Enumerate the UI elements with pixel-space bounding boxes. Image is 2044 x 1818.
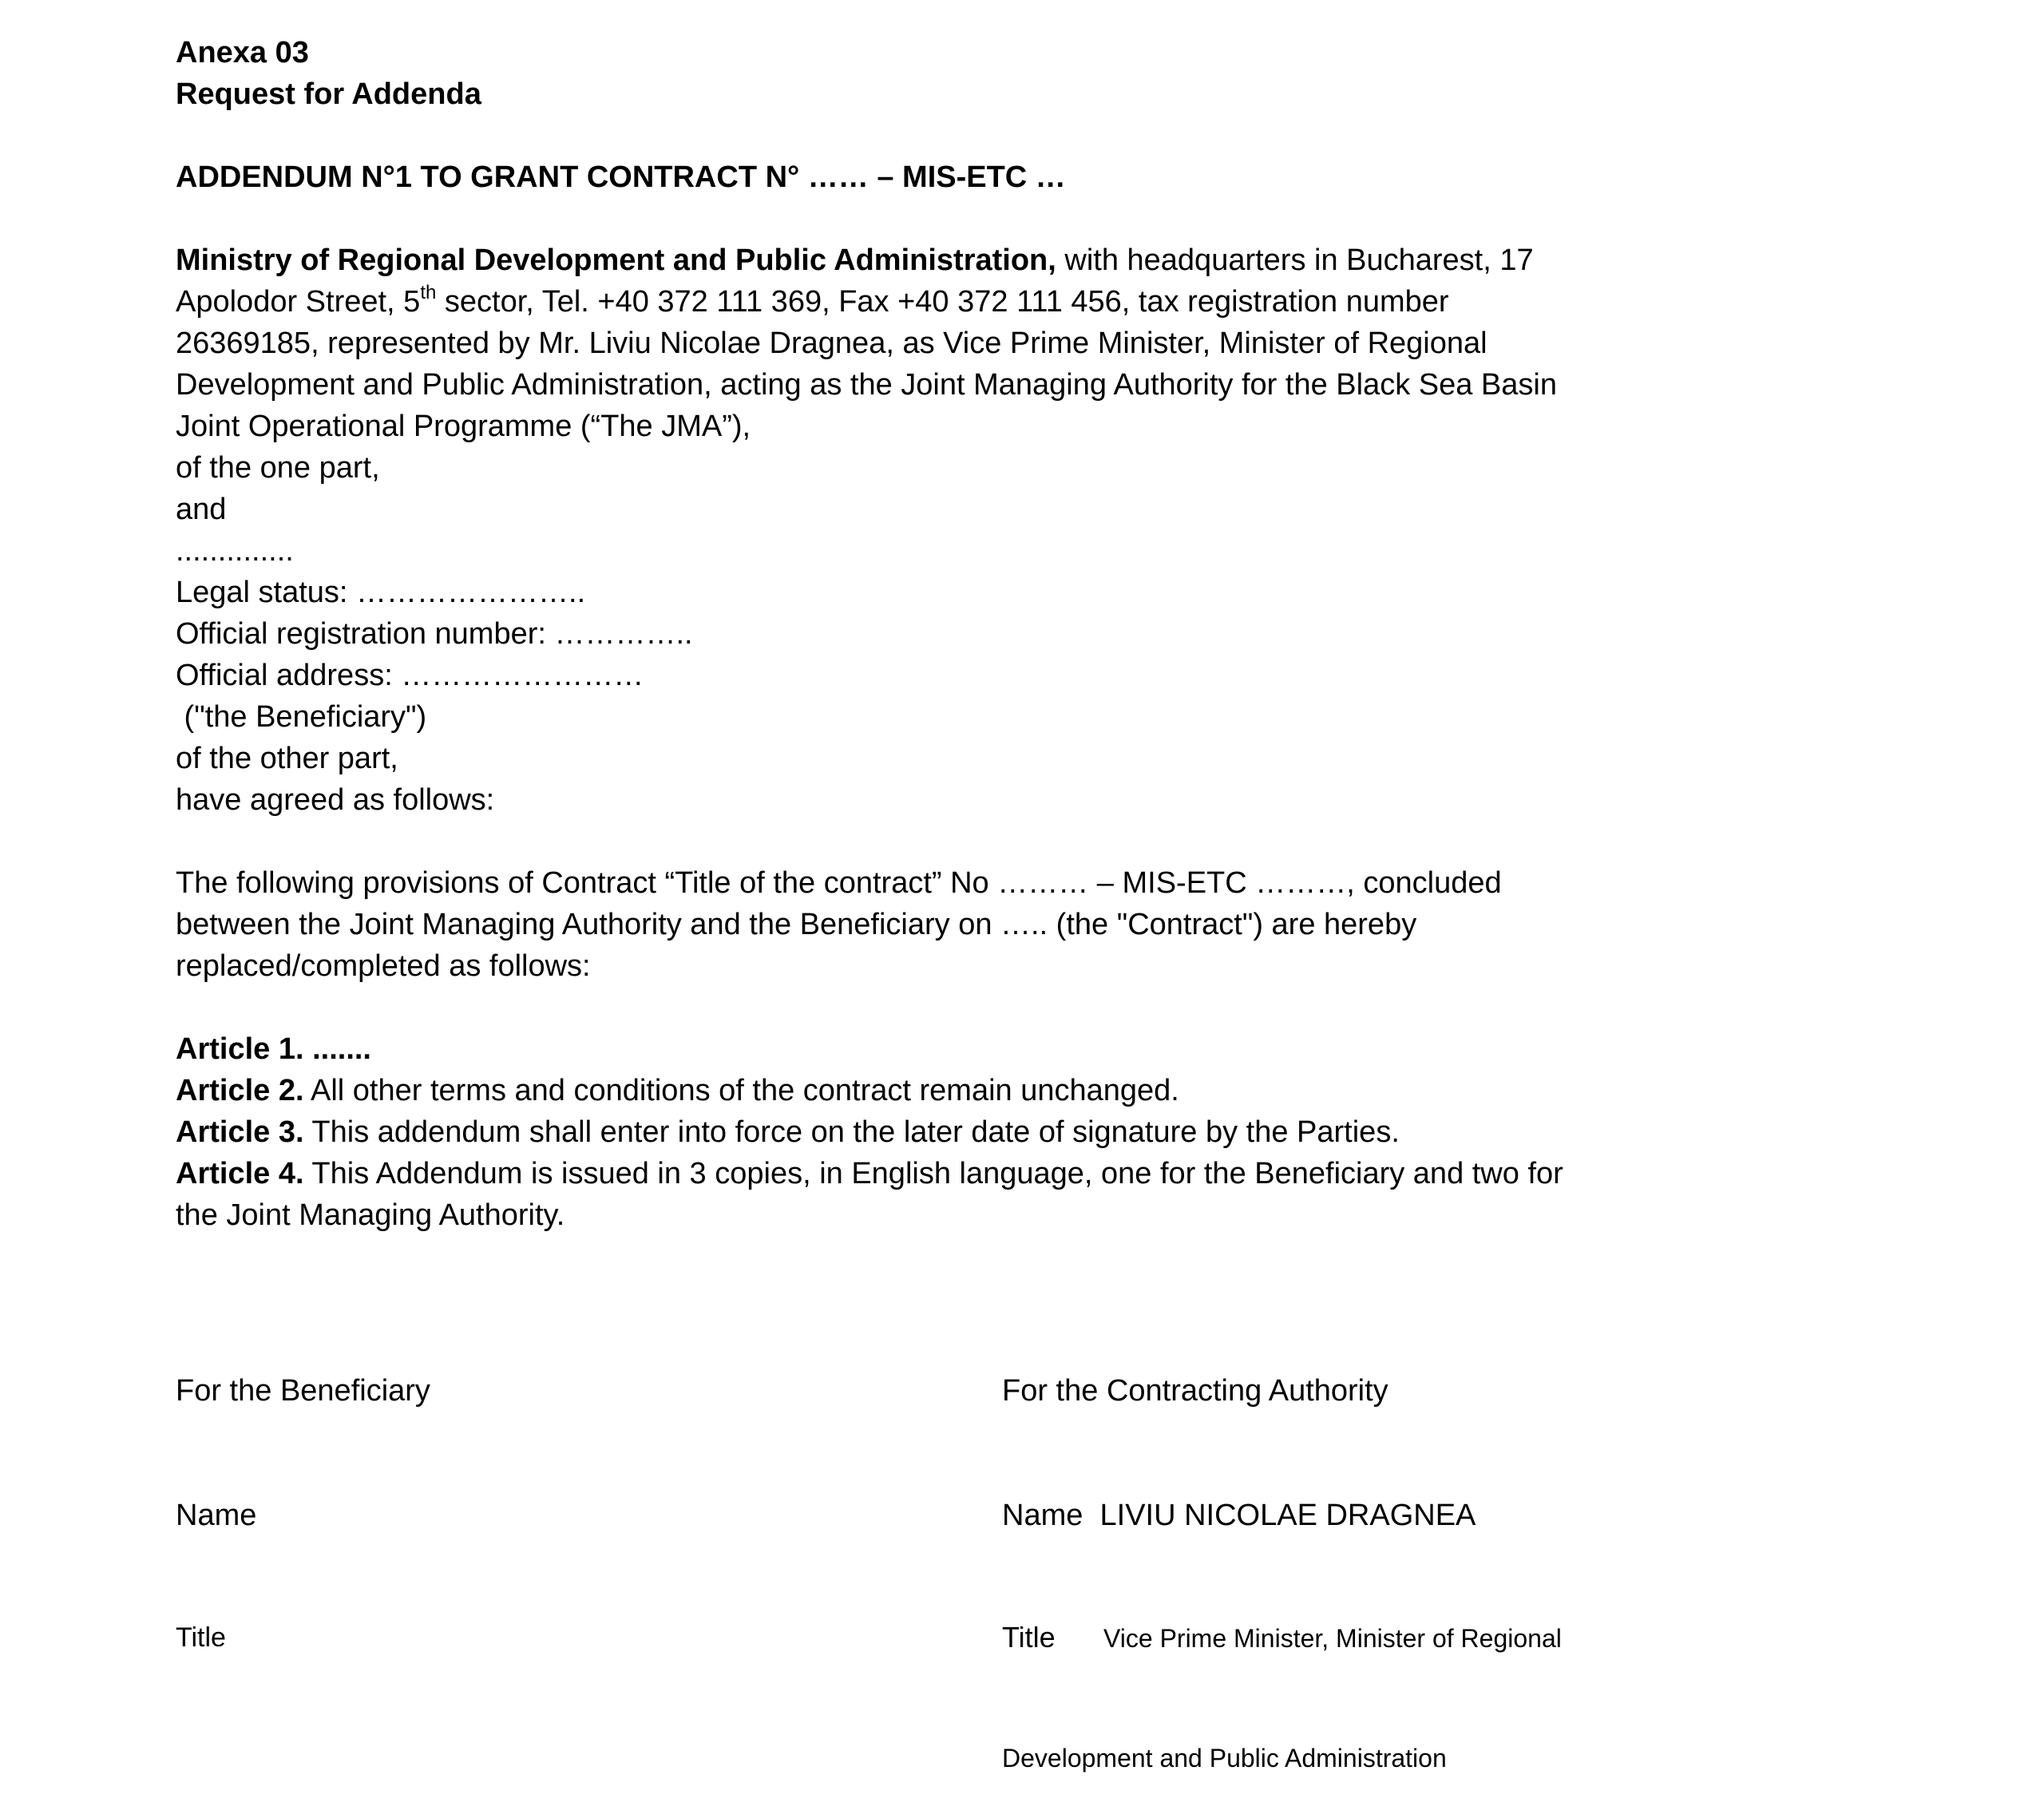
authority-title-row (1002, 1619, 1562, 1657)
authority-title-continuation: Development and Public Administration (1002, 1744, 1447, 1772)
jma-line-2-a: Apolodor Street, 5 (176, 285, 421, 319)
document-title: ADDENDUM N°1 TO GRANT CONTRACT N° …… – MIS-ETC … (176, 160, 1066, 194)
jma-line-5: Joint Operational Programme (“The JMA”), (176, 410, 751, 443)
article-label: Article 2. (176, 1074, 304, 1107)
authority-name-row (1002, 1495, 1562, 1536)
beneficiary-name-placeholder: .............. (176, 534, 294, 568)
article-text: This addendum shall enter into force on the later date of signature by the Parties. (303, 1115, 1400, 1149)
article-4-continuation: the Joint Managing Authority. (176, 1198, 565, 1232)
article-3 (176, 1111, 1868, 1153)
article-4 (176, 1153, 1868, 1194)
article-label: Article 3. (176, 1115, 304, 1149)
document-body (176, 32, 1868, 1236)
authority-title-value: Vice Prime Minister, Minister of Regional (1103, 1624, 1562, 1653)
beneficiary-signature-block (176, 1287, 430, 1697)
beneficiary-title-label: Title (176, 1622, 226, 1653)
jma-line-4: Development and Public Administration, acting as the Joint Managing Authority for the Black Sea Basin (176, 368, 1557, 402)
agreed-text: have agreed as follows: (176, 783, 495, 817)
beneficiary-heading: For the Beneficiary (176, 1374, 430, 1408)
jma-line-2-b: sector, Tel. +40 372 111 369, Fax +40 372 111 456, tax registration number (436, 285, 1449, 319)
and-text: and (176, 493, 227, 526)
jma-line-2-sup: th (420, 282, 437, 304)
provisions-line-1: The following provisions of Contract “Title of the contract” No ……… – MIS-ETC ………, concluded (176, 866, 1502, 900)
article-text: ....... (303, 1032, 371, 1066)
provisions-line-3: replaced/completed as follows: (176, 949, 591, 983)
authority-name-value: LIVIU NICOLAE DRAGNEA (1099, 1499, 1476, 1532)
jma-line-3: 26369185, represented by Mr. Liviu Nicolae Dragnea, as Vice Prime Minister, Minister of Regional (176, 327, 1487, 360)
beneficiary-name-label: Name (176, 1499, 257, 1532)
legal-status: Legal status: ………………….. (176, 576, 586, 609)
one-part: of the one part, (176, 451, 380, 485)
jma-line-1-rest: with headquarters in Bucharest, 17 (1056, 244, 1534, 277)
annex-label: Anexa 03 (176, 36, 309, 69)
jma-line-1 (176, 240, 1868, 281)
jma-name: Ministry of Regional Development and Public Administration, (176, 244, 1056, 277)
other-part: of the other part, (176, 742, 398, 775)
article-2 (176, 1070, 1868, 1111)
registration-number: Official registration number: ………….. (176, 617, 693, 651)
article-label: Article 1. (176, 1032, 304, 1066)
authority-name-label: Name (1002, 1499, 1083, 1532)
article-text: This Addendum is issued in 3 copies, in English language, one for the Beneficiary and two for (303, 1157, 1563, 1190)
beneficiary-label: ("the Beneficiary") (176, 700, 427, 734)
article-label: Article 4. (176, 1157, 304, 1190)
article-text: All other terms and conditions of the contract remain unchanged. (303, 1074, 1179, 1107)
provisions-line-2: between the Joint Managing Authority and the Beneficiary on ….. (the "Contract") are hereby (176, 908, 1417, 941)
article-1 (176, 1028, 1868, 1070)
authority-title-label: Title (1002, 1621, 1056, 1654)
jma-line-2 (176, 281, 1868, 323)
document-subtitle: Request for Addenda (176, 77, 481, 111)
authority-heading: For the Contracting Authority (1002, 1374, 1388, 1408)
official-address: Official address: …………………… (176, 659, 644, 692)
authority-signature-block (1002, 1287, 1562, 1818)
